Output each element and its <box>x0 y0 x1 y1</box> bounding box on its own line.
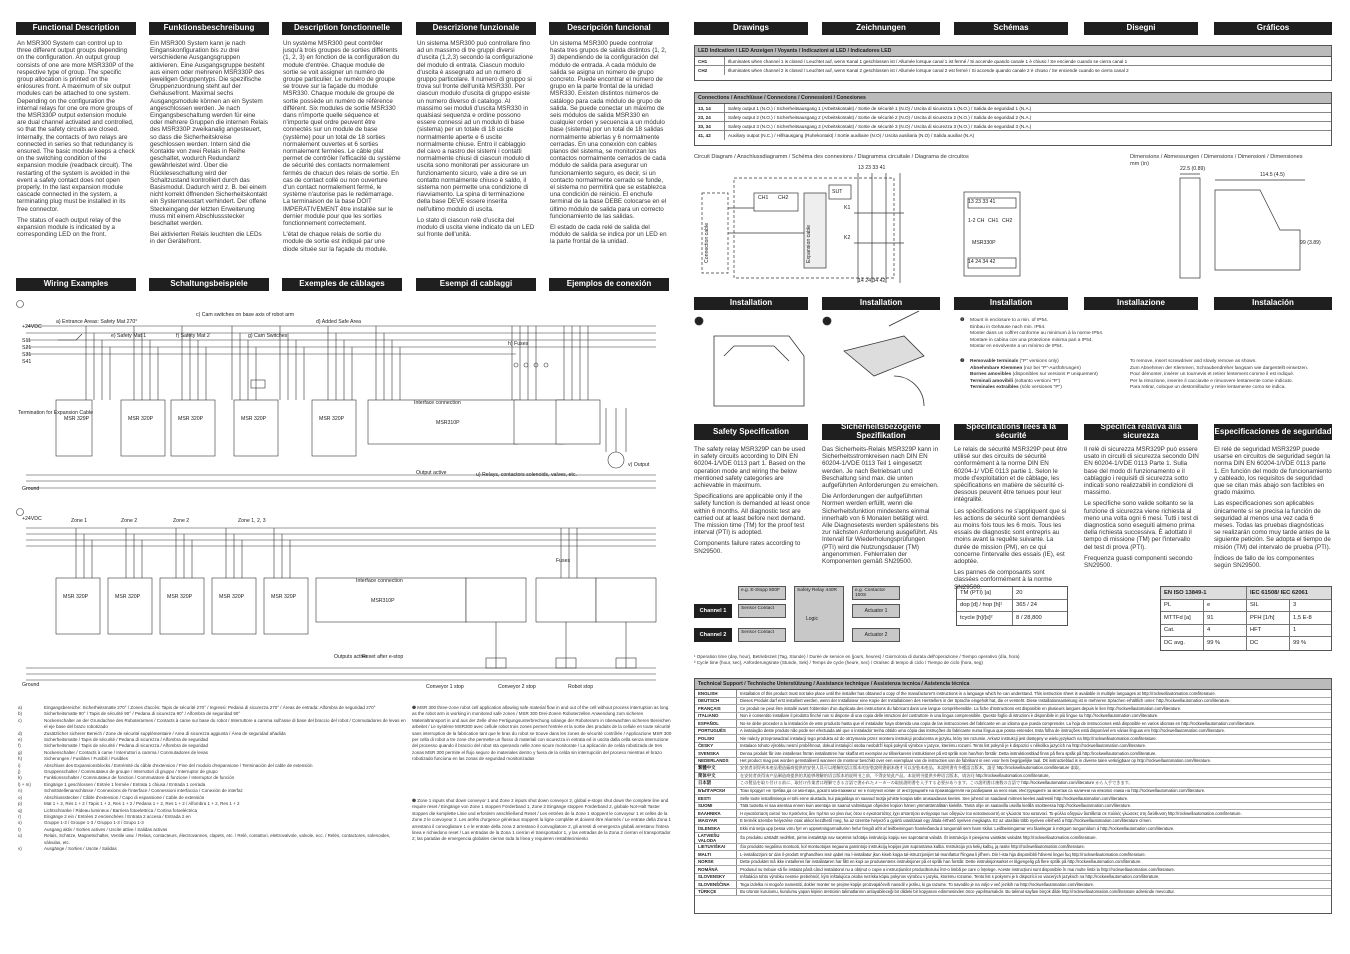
dimensions-drawing <box>960 166 1332 285</box>
language-label: 日本語 <box>695 780 737 787</box>
language-instruction: Instalace tohoto výrobku nesmí proběhnout, dokud instalující osoba neobdrží kopii pokynů výrobce v jazyce, kterému rozumí. Tento list pokynů je k dispozici v několika jazycích na http://rockwellautomation.com/literature. <box>740 743 1147 749</box>
language-instruction: Šo produktu uzstādīt nedrīkst, pirms instalētājs nav saņēmis ražotāja instrukciju kopiju sev saprotamā valodā. Šī instrukcija ir pieejama vairākās valodās http://rockwellautomation.com/literature. <box>740 835 1097 840</box>
legend-item: l) + m) Eingänge 1 geschlossen / Entrée 1 fermée / Entrata 1 chiusa / Entrada 1 cerrada <box>18 781 206 787</box>
d2-module-4: MSR 320P <box>219 594 245 600</box>
description-en-p2: The status of each output relay of the expansion module is indicated by a corresponding LED on the front. <box>17 216 121 239</box>
header-zeichnungen: Zeichnungen <box>822 22 940 35</box>
col-estop: e.g. E-Stopp 800F <box>738 586 786 600</box>
language-label: 繁體中文 <box>695 765 737 772</box>
d1-rail-s11: S11 <box>22 338 31 344</box>
legend-item: u) Relais, Schütze, Magnetschalter, Ventile usw. / Relais, contacteurs, électrovannes, clapets, etc. / Relè, contattori, elettrovalvole, valvole, ecc. / Relés, contactores, solenoides, válvulas, etc. <box>18 833 391 845</box>
header-installation-en: Installation <box>694 297 808 310</box>
description-it-p1: Un sistema MSR300 può controllare fino ad un massimo di tre gruppi diversi d'uscita (1,2,3) secondo la configurazione del modulo di entrata. Ciascun modulo d'uscita è assegnato ad un numero di gruppo particolare. Il numero di gruppo si trova sul fronte dell'unità MSR330. Per ciascun modulo d'uscita di gruppo esiste un numero diverso di catalogo. Al massimo sei moduli d'uscita MSR330 in qualsiasi sequenza e ordine possono essere connessi ad un modulo di base (sistema) per un totale di 18 uscite normalmente aperte e 6 uscite normalmente chiuse. Entro il cablaggio del cavo a nastro dei sistemi i contatti normalmente chiusi di ciascun modulo di uscita sono monitorati per assicurare un funzionamento sicuro, vale a dire se un contatto normalmente chiuso è saldo, il sistema non permette una condizione di riavviamento. La spina di terminazione della base DEVE essere inserita nell'ultimo modulo di uscita. <box>417 40 534 213</box>
footnotes: ¹ Operation time (day, hour), Betriebszeit (Tag, Stunde) / Durée de service en (jours, heures) / Giorno/ora di durata dell'operazione / Tiempo operativo (día, hora) ² Cycle time (hour, sec), Anforderungsrate (Stunde, Sek) / Temps de cycle (heure, sec) / Ora/sec di tempo di ciclo / Tiempo de ciclo (hora, seg) <box>694 654 1020 665</box>
language-instruction: Nie należy przeprowadzać instalacji tego produktu aż do otrzymania przez montera instrukcji producenta w języku, który ten rozumie. Arkusz instrukcji jest dostępny w wielu językach na http://rockwellautomation.com/literature. <box>740 735 1157 741</box>
language-instruction: 在安装者获得该产品制造商提供的其能够理解的语言版本的说明书之前，不得安装此产品。本说明书提供多种语言版本，请访问 http://rockwellautomation.com/literature。 <box>740 772 1053 778</box>
d1-module-2: MSR 320P <box>128 416 154 422</box>
d2-module-3: MSR 320P <box>167 594 193 600</box>
legend-item: b) Sicherheitsmatte 90° / Tapis de sécurité 90° / Pedana di sicurezza 90° / Alfombra de seguridad 90° <box>18 711 241 717</box>
language-label: SLOVENSKY <box>695 874 737 881</box>
table-row <box>695 713 1331 721</box>
language-label: EESTI <box>695 795 737 802</box>
note-1-marker: ❶ <box>412 705 418 710</box>
circuit-k1: K1 <box>844 205 851 211</box>
sensor-contact-1: Sensor Contact <box>738 604 786 618</box>
table-row: 33, 34 Safety output 3 (N.O.) / Sicherheitsausgang 3 (Arbeitskontakt) / Sortie de sécurité 3 (N.O) / Uscita di sicurezza 3 (N.O.) / Salida de seguridad 3 (N.A.) <box>695 122 1331 131</box>
logic-label: Logic <box>806 616 818 622</box>
step-2-marker: ❷ <box>960 358 965 364</box>
circuit-caption: Circuit Diagram / Anschlussdiagramm / Schéma des connexions / Diagramma circuitale / Diagrama de circuitos <box>694 154 969 160</box>
language-label: ESPAÑOL <box>695 720 737 727</box>
col-safety-relay: Safety Relay 440R <box>794 586 844 642</box>
d2-stop-1: Conveyor 1 stop <box>426 684 464 690</box>
d1-module-4: MSR 320P <box>241 416 267 422</box>
language-label: NORSK <box>695 859 737 866</box>
dimensions-lines <box>960 170 1332 285</box>
d2-outputs: Outputs active <box>334 654 368 660</box>
safety-text-fr: Le relais de sécurité MSR329P peut être utilisé sur des circuits de sécurité conformément à la norme DIN EN 60204-1/ VDE 0113 partie 1. Selon le mode d'exploitation et de câblage, les spécifications en matière de sécurité ci-dessous peuvent être tenues pour leur intégralité. Les spécifications ne s'appliquent que si les actions de sécurité sont demandées au moins fois tous les 6 mois. Tous les essais de diagnostic sont entrepris au moins avant la requête suivante. La durée de mission (PM), en ce qui concerne l'intervalle des essais (IE), est adoptée. Les pannes de composants sont classées conformément à la norme SN29500. <box>954 446 1068 591</box>
language-label: PORTUGUÊS <box>695 728 737 735</box>
wiring-diagram-2 <box>16 508 676 698</box>
language-instruction: No se debe proceder a la instalación de este producto hasta que el instalador haya obtenido una copia de las instrucciones del fabricante en un idioma que pueda comprender. La hoja de instrucciones está disponible en varios idiomas en http://rockwellautomation.com/literature. <box>740 720 1256 726</box>
header-schaltungsbeispiele: Schaltungsbeispiele <box>149 278 269 291</box>
table-row <box>695 690 1331 698</box>
table-row <box>695 765 1331 773</box>
circuit-diagram <box>694 163 924 288</box>
install-step-1: ❶ Mount in enclosure to a min. of IP54. Einbau in Gehäuse nach min. IP54. Monter dans un coffret conforme au minimum à la norme IP54. Montare in cabina con una protezione minima pari a IP54. Montar en envolvente a un mínimo de IP54. <box>960 318 1104 350</box>
circuit-ch1: CH1 <box>758 195 769 201</box>
install-step-2: ❷ Removable terminals ("P" versions only) To remove, insert screwdriver and slowly remove as shown. Abnehmbare Klemmen (nur bei "P"-Ausführungen) Zum Abnehmen der Klemmen, Schraubendreher langsam wie dargestellt einsetzen. Bornes amovibles (disponibles sur versions P uniquement) Pour démonter, insérer un tournevis et retirer lentement comme il est indiqué. Terminali amovibili (soltanto versioni "P") Per la rimozione, inserire il cacciavite e rimuovere lentamente come indicato. Terminales extraíbles (sólo versiones "P") Para retirar, coloque un destornillador y retire lentamente como se indica. <box>960 358 1309 391</box>
header-safety-spec-de: Sicherheitsbezogene Spezifikation <box>822 424 940 440</box>
header-funktionsbeschreibung: Funktionsbeschreibung <box>149 22 269 35</box>
table-row: CH1 Illuminates when channel 1 is closed / Leuchtet auf, wenn Kanal 1 geschlossen ist / Allumée lorsque canal 1 ist fermé / Si accende quando canale 1 è chiuso / Se enciende cuando se cierra canal 1 <box>695 57 1331 66</box>
description-fr-p1: Un système MSR300 peut contrôler jusqu'à trois groupes de sorties différents (1, 2, 3) en fonction de la configuration du module d'entrée. Chaque module de sortie se voit assigner un numéro de groupe particulier. Le numéro de groupe se trouve sur la façade du module MSR330. Chaque module de groupe de sortie possède un numéro de référence différent. Six modules de sortie MSR330 dans n'importe quelle séquence et n'importe quel ordre peuvent être connectés sur un module de base (système) pour un total de 18 sorties normalement ouvertes et 6 sorties normalement fermées. Le câble plat permet de contrôler l'efficacité du système de sécurité des contacts normalement fermés de chacun des relais de sortie. En cas de contact collé ou non ouverture d'un contact normalement fermé, le système n'autorise pas le redémarrage. La terminaison de la base DOIT IMPERATIVEMENT être installée sur le dernier module pour que les sorties fonctionnement correctement. <box>283 40 401 228</box>
dim-top-terminals: 13 23 33 41 <box>968 199 996 205</box>
wiring-diagram-2-lines <box>16 508 676 698</box>
d1-output: v) Output <box>628 462 650 468</box>
tech-support-title: Technical Support / Technische Unterstützung / Assistance technique / Assistenza tecnica / Asistencia técnica <box>695 679 1331 690</box>
language-instruction: Het product mag pas worden geïnstalleerd wanneer de monteur beschikt over een exemplaar van de instructies van de fabrikant in een voor hem begrijpelijke taal. Dit instructieblad is in diverse talen verkrijgbaar op http://rockwellautomation.com/literature. <box>740 758 1212 764</box>
table-row <box>695 844 1331 852</box>
language-instruction: Selle toote installimisega ei tohi enne alustada, kui paigaldaja on saanud tootja juhiste koopia talle arusaadavas keeles. See juhend on saadaval mitmes keeles aadressil http://rockwellautomation.com/literature. <box>740 795 1129 801</box>
d1-module-1: MSR 329P <box>64 416 90 422</box>
d1-mat-1: e) Safety Mat 1 <box>111 333 147 339</box>
d2-zone-1: Zone 1 <box>71 518 88 524</box>
language-instruction: Dieses Produkt darf erst installiert werden, wenn der Installateur eine Kopie der Installationen des Herstellers in der Sprache eingeholt hat, die er versteht. Diese Installationsanleitung ist in mehreren Sprachen erhältlich unter: http://rockwellautomation.com/literature. <box>740 698 1231 704</box>
language-label: ITALIANO <box>695 713 737 720</box>
led-table <box>694 45 1332 81</box>
table-row: dop [d] / hop [h]¹ 365 / 24 <box>957 600 1067 613</box>
d2-stop-3: Robot stop <box>568 684 594 690</box>
installation-figures-lines <box>694 316 944 416</box>
language-label: MAGYAR <box>695 818 737 825</box>
channel-1-label: Channel 1 <box>694 604 732 618</box>
dim-width: 22.5 (0.89) <box>1180 166 1206 172</box>
language-instruction: Installation of this product must not take place until the installer has obtained a copy of the manufacturer's instructions in a language which he can understand. This instruction sheet is available in multiple languages at http://rockwellautomation.com/literature. <box>740 690 1216 696</box>
table-row: PL e SIL 3 <box>1161 600 1331 613</box>
legend-item: i) Abschluss des Expansionsblocks / Extrémité du câble d'extension / Fine del modulo d'espansione / Terminación del cable de extensión <box>18 762 313 768</box>
table-row: TM (PTI) [a] 20 <box>957 587 1067 600</box>
table-row <box>695 810 1331 818</box>
d2-zone-2b: Zone 2 <box>173 518 190 524</box>
table-row <box>695 795 1331 803</box>
circuit-side-label-1: Connection cable <box>704 222 710 263</box>
description-en-p1: An MSR300 System can control up to three different output groups depending on the configuration. An output group consists of one are more MSR330P of the respective type of group. The specific group allocation is printed on the enlosures front. A maximum of six output modules can be attached to one system. Depending on the configuration the internal relays for one ore more groups of the MSR330P output extension module are dual channel activated and controlled, so that the safety circuits are closed. Internally, the contacts of two relays are connected in series so that redundancy is ensured. The basic module keeps a check on the switching condition of the expansion module (readback circuit). The restarting of the system is avoided in the event a safety contact does not open properly. In the last expansion module cascade connected in the system, a terminating plug must be installed in its free connector. <box>17 40 135 213</box>
language-instruction: Tätä tuotetta ei saa asentaa ennen kuin asentaja on saanut valmistajan ohjeiden kopion hänen ymmärtämällään kielellä. Tämä ohje on saatavilla useilla kielillä osoitteessa http://rockwellautomation.com/literature. <box>740 803 1132 809</box>
wiring-diagram-1-lines <box>16 300 676 500</box>
language-instruction: 安裝者須得到本產品製造廠商提供的安裝人員可以理解的語言版本的安裝說明書副本後才可以安裝本產品。本說明書有多種語言版本，請至 http://rockwellautomation.com/literature 索取。 <box>740 765 1084 771</box>
actuator-2: Actuator 2 <box>852 628 900 642</box>
table-row: tcycle [h]/[s]² 8 / 28,800 <box>957 612 1067 625</box>
wiring-diagram-1 <box>16 300 676 500</box>
language-instruction: Ce produit ne peut être installé avant l'obtention d'un duplicata des instructions du fabricant dans une langue compréhensible. La fiche d'instructions est disponible en plusieurs langues depuis le lien http://rockwellautomation.com/literature. <box>740 705 1182 711</box>
table-row <box>695 851 1331 859</box>
header-drawings: Drawings <box>694 22 808 35</box>
legend-item: f) Sicherheitsmatte / Tapis de sécurité / Pedana di sicurezza / Alfombra de seguridad <box>18 743 209 749</box>
d1-module-5: MSR 320P <box>319 416 345 422</box>
d1-supply-label: +24VDC <box>22 324 42 330</box>
table-row: MTTFd [a] 91 PFH [1/h] 1,5 E-8 <box>1161 612 1331 625</box>
safety-text-it: Il relè di sicurezza MSR329P può essere usato in circuiti di sicurezza secondo DIN EN 60204-1/VDE 0113 Parte 1. Sulla base del modo di funzionamento e il cablaggio i requisiti di sicurezza sotto indicati sono realizzabili in condizioni di massimo. Le specifiche sono valide soltanto se la funzione di sicurezza viene richiesta al meno una volta ogni 6 mesi. Tutti i test di diagnostica sono eseguiti almeno prima della richiesta successiva. È adottato il tempo di missione (TM) per l'intervallo del test di prova (PTI). Frequenza guasti componenti secondo SN29500. <box>1084 446 1199 570</box>
installation-figures <box>694 316 944 416</box>
header-descrizione-funzionale: Descrizione funzionale <box>416 22 536 35</box>
legend-list <box>18 705 408 883</box>
legend-item: d) Zusätzlicher sicherer Bereich / Zone de sécurité supplémentaire / Area di sicurezza aggiunta / Área de seguridad añadida <box>18 730 286 736</box>
legend-item: o) Abschlussstecker / Câble d'extension / Capo di espansione / Cable de extensión <box>18 794 205 800</box>
d2-module-6: MSR310P <box>371 598 395 604</box>
table-row <box>695 874 1331 882</box>
d1-rail-s41: S41 <box>22 359 32 365</box>
header-safety-spec-es: Especificaciones de seguridad <box>1214 424 1332 440</box>
language-label: SVENSKA <box>695 750 737 757</box>
table-row: CH2 Illuminates when channel 2 is closed / Leuchtet auf, wenn Kanal 2 geschlossen ist / Allumée lorsque canal 2 est fermé / Si accende quando canale 2 è chiuso / Se enciende cuando se cierra canal 2 <box>695 66 1331 75</box>
safety-text-de: Das Sicherheits-Relais MSR329P kann in Sicherheitsstromkreisen nach DIN EN 60204-1/VDE 0113 Teil 1 eingesetzt werden. Je nach Betriebsart und Beschaltung sind max. die unten aufgeführten Anforderungen zu erreichen. Die Anforderungen der aufgeführten Normen werden erfüllt, wenn die Sicherheitsfunktion mindestens einmal innerhalb von 6 Monaten betätigt wird. Alle Diagnosetests werden spätestens bis zur nächsten Anforderung ausgeführt. Als Intervall für Wiederholungsprüfungen (PTI) wird die Nutzungsdauer (TM) angenommen. Fehlerraten der Komponenten gemäß SN29500. <box>822 446 939 566</box>
dim-bottom-terminals: 14 24 34 42 <box>968 259 996 265</box>
description-it-p2: Lo stato di ciascun relè d'uscita del modulo di uscita viene indicato da un LED sul fronte dell'unità. <box>417 216 535 239</box>
table-row: 13, 14 Safety output 1 (N.O.) / Sicherheitsausgang 1 (Arbeitskontakt) / Sortie de sécurité 1 (N.O) / Uscita di sicurezza 1 (N.O.) / Salida de seguridad 1 (N.A.) <box>695 104 1331 113</box>
d1-relays: u) Relays, contactors solenoids, valves, etc. <box>476 472 577 478</box>
description-de-p1: Ein MSR300 System kann je nach Einganskonfiguration bis zu drei verschiedene Ausgangsgruppen aktivieren. Eine Ausgangsgruppe besteht aus einem oder mehreren MSR330P des jeweiligen Gruppentyps. Die spezifische Gruppenzuordnung steht auf der Gehäusefront. Maximal sechs Ausgangsmodule können an ein System angeschlossen werden. Je nach Eingangsbeschaltung werden für eine oder mehrere Gruppen die internen Relais des MSR330P zweikanalig angesteuert, so dass die Sicherheitskreise geschlossen werden. Intern sind die Kontakte von zwei Relais in Reihe geschaltet, wodurch Redundanz gewährleistet wird. Über die Rückleseschaltung wird der Schaltzustand kontrolliert durch das Basismodul. Dadurch wird z. B. bei einem nicht korrekt öffnenden Sicherheitskontakt ein Systemneustart verhindert. Der offene Steckeingang der letzten Erweiterung muss mit einem Abschlussstecker beschaltet werden. <box>150 40 268 228</box>
header-description-fonctionnelle: Description fonctionnelle <box>282 22 402 35</box>
language-instruction: Η εγκατάσταση αυτού του προϊόντος δεν πρέπει να γίνει έως ότου ο εγκαταστάτης έχει αποκτήσει αντίγραφο των οδηγιών του κατασκευαστή σε γλώσσα που κατανοεί. Το φύλλο οδηγιών διατίθεται σε πολλές γλώσσες στη διεύθυνση http://rockwellautomation.com/literature. <box>740 810 1242 816</box>
description-it <box>417 40 535 272</box>
table-row <box>695 881 1331 889</box>
language-label: 简体中文 <box>695 773 737 780</box>
table-row <box>695 720 1331 728</box>
header-safety-spec-en: Safety Specification <box>694 424 808 440</box>
d1-rail-s21: S21 <box>22 345 32 351</box>
dim-ch2: CH2 <box>1002 218 1013 224</box>
d2-module-2: MSR 320P <box>115 594 141 600</box>
language-instruction: この製品を取り付ける前に、取付け作業者は理解できる言語で書かれたメーカーの取扱説明書を入手する必要があります。この説明書は複数の言語で http://rockwellautomation.com/literature から入手できます。 <box>740 780 1133 786</box>
table-row: 41, 42 Auxiliary output (N.C.) / Hilfsausgang (Ruhekontakt) / Sortie auxiliaire (N.O) / Uscita ausiliaria (N.O) / Salida auxiliar (N.A) <box>695 131 1331 140</box>
language-label: LATVIEŠU VALODA <box>695 833 737 843</box>
iso-table <box>1160 586 1332 651</box>
d1-area-cam-switches: c) Cam switches on base axis of robot arm <box>196 312 295 318</box>
table-row <box>695 818 1331 826</box>
actuator-1: Actuator 1 <box>852 604 900 618</box>
d1-rail-s31: S31 <box>22 352 32 358</box>
table-row: Cat. 4 HFT 1 <box>1161 625 1331 638</box>
language-label: POLSKI <box>695 735 737 742</box>
header-installation-de: Installation <box>822 297 940 310</box>
table-row <box>695 773 1331 781</box>
description-es-p2: El estado de cada relé de salida del módulo de salida se indica por un LED en la parte frontal de la unidad. <box>550 224 667 246</box>
header-disegni: Disegni <box>1084 22 1198 35</box>
d2-fuses: Fuses <box>556 558 571 564</box>
d1-ground: Ground <box>22 486 40 492</box>
legend-item: t) Ausgang aktiv / Sorties actives / Uscite attive / Salidas activas <box>18 826 168 832</box>
legend-item: n) Schnittstellenanschlüsse / Connexions de l'interface / Connessioni interfaccia / Conexión de interfaz <box>18 788 243 794</box>
header-esempi-di-cablaggi: Esempi di cablaggi <box>416 278 536 291</box>
d1-iface: Interface connection <box>414 400 461 406</box>
language-label: SUOMI <box>695 803 737 810</box>
language-label: ENGLISH <box>695 690 737 697</box>
dimensions-caption: Dimensions / Abmessungen / Dimensions / Dimensioni / Dimensiones <box>1130 154 1303 160</box>
safety-text-es: El relé de seguridad MSR329P puede usarse en circuitos de seguridad según la norma DIN EN 60204-1/VDE 0113 parte 1. En función del modo de funcionamiento y cableado, los requisitos de seguridad que se citan más abajo son factibles en grado máximo. Las especificaciones son aplicables únicamente si se precisa la función de seguridad al menos una vez cada 6 meses. Todas las pruebas diagnósticas se realizarán como muy tarde antes de la siguiente petición. Se adopta el tiempo de misión (TM) del intervalo de prueba (PTI). Índices de fallo de los componentes según SN29500. <box>1214 446 1332 570</box>
d2-supply-label: +24VDC <box>22 516 42 522</box>
header-functional-description: Functional Description <box>16 22 136 35</box>
dim-height: 99 (3.89) <box>1300 240 1321 246</box>
legend-item: g) Nockenschalter / Contacts à came / Interruttori a camma / Conmutadores de levas <box>18 749 208 755</box>
table-row <box>695 698 1331 706</box>
dimensions-unit: mm (in) <box>1130 161 1149 167</box>
circuit-sut: SUT <box>832 189 843 195</box>
language-instruction: Tega izdelka ni mogoče namestiti, dokler monter ne prejme kopije proizvajalčevih navodil v jeziku, ki ga razume. To navodilo je na voljo v več jezikih na http://rockwellautomation.com/literature. <box>740 881 1095 887</box>
legend-item: k) Funktionsschalter / Commutateur de fonction / Commutatore di funzione / Interruptor de función <box>18 775 235 781</box>
legend-item: q) Lichtschranke / Rideau lumineux / Barriera fotoelettrica / Cortina fotoeléctrica <box>18 807 198 813</box>
description-es-p1: Un sistema MSR300 puede controlar hasta tres grupos de salida distintos (1, 2, 3) dependiendo de la configuración del módulo de entrada. A cada módulo de salida se asigna un número de grupo concreto. Puede encontrar el número de grupo en la parte frontal de la unidad MSR330. Existen distintos números de catálogo para cada módulo de grupo de salida. Se puede conectar un máximo de seis módulos de salida MSR330 en cualquier orden y secuencia a un módulo base (sistema) por un total de 18 salidas normalmente abiertas y 6 normalmente cerradas. En una conexión con cables planos del sistema, se monitorizan los contactos normalmente cerrados de cada módulo de salida para asegurar un funcionamiento seguro, es decir, si un contacto normalmente cerrado se funde, el sistema no permitirá que se establezca una condición de reinicio. El enchufe terminal de la base DEBE colocarse en el último módulo de salida para un correcto funcionamiento de las salidas. <box>550 40 667 220</box>
circuit-top-terminals: 13 23 33 41 <box>858 165 886 171</box>
safety-text-en: The safety relay MSR329P can be used in safety circuits according to DIN EN 60204-1/VDE 0113 part 1. Based on the operation mode and wiring the below mentioned safety categories are achievable in maximum. Specifications are applicable only if the safety function is demanded at least once within 6 months. All diagnostic test are carried out at least before next demand. The mission time (TM) for the proof test interval (PTI) is adopted. Components failure rates according to SN29500. <box>694 446 810 555</box>
header-graficos: Gráficos <box>1214 22 1332 35</box>
d1-module-6: MSR310P <box>436 420 460 426</box>
d1-area-entrance: a) Entrance Areas: Safety Mat 270° <box>56 319 138 325</box>
d1-outputs: Output active <box>416 470 447 476</box>
conn-table-title: Connections / Anschlüsse / Connexions / Connessioni / Conexiones <box>695 93 1331 104</box>
installation-notes <box>960 318 1332 418</box>
description-es <box>550 40 668 272</box>
table-row <box>695 866 1331 874</box>
language-instruction: Denna produkt får inte installeras förrän installatören har skaffat ett exemplar av tillverkarens instruktioner på ett språk som han/hon förstår. Detta instruktionsblad finns på flera språk på http://rockwellautomation.com/literature. <box>740 750 1157 756</box>
language-instruction: Inštalácia tohto výrobku nesmie prebehnúť, kým inštalujúca osoba nezíska kópiu pokynov výrobcu v jazyku, ktorému rozumie. Tento list s pokynmi je k dispozícii vo viacerých jazykoch na http://rockwellautomation.com/literature. <box>740 874 1160 880</box>
d1-module-3: MSR 320P <box>178 416 204 422</box>
example-note-1: ❶ MSR 300 three-zone robot cell application allowing safe material flow in and out of the cell without process interruption as long as the robot arm is working in monitored safe zones / MSR 300 Drei-Zonen Roboterzellen Anwendung zum sicheren Materialtransport in und aus der Zelle ohne Fertigungsunterbrechung solange der Roboterarm in überwachten sicheren Bereichen arbeitet / Le système MSR300 avec cellule robot trois zones permet l'entrée et la sortie des produits de la cellule en toute sécurité sans interruption de la fabrication tant que le bras du robot se trouve dans les zones de sécurité contrôlée / Applicazione MSR 300 per cella di robot a tre zone che permette un flusso di materiali con sicurezza in entrata ed in uscita dalla cella senza interruzione del processo quando il braccio del robot sta operando nelle zone sicure monitorate / La aplicación de celda robotizada de tres zonas MSR 300 permite el flujo seguro de materiales dentro y fuera de la celda sin interrupción del proceso mientras el brazo robotizado funciona en las zonas de seguridad monitorizadas <box>412 705 672 762</box>
language-instruction: Този продукт не трябва да се монтира, докато монтажникът не е получил копие от инструкциите на производителя на разбираем за него език. Инструкциите за монтаж са налични на няколко езика на http://rockwellautomation.com/literature. <box>740 788 1206 794</box>
language-label: MALTI <box>695 851 737 858</box>
header-installation-fr: Installation <box>954 297 1068 310</box>
table-row <box>695 788 1331 796</box>
circuit-ch2: CH2 <box>778 195 789 201</box>
d1-mat-2: f) Safety Mat 2 <box>176 333 210 339</box>
language-instruction: Šio produkto negalima montuoti, kol montuotojas negauna gamintojo instrukcijų kopijos jam suprantama kalba. Instrukcija yra kelių kalbų, ją rasite http://rockwellautomation.com/literature. <box>740 844 1085 850</box>
language-label: ÍSLENSKA <box>695 825 737 832</box>
header-instalacion: Instalación <box>1214 297 1332 310</box>
header-descripcion-funcional: Descripción funcional <box>549 22 669 35</box>
dim-ch1: CH1 <box>988 218 999 224</box>
d2-zone-2a: Zone 2 <box>121 518 138 524</box>
d2-iface: Interface connection <box>356 578 403 584</box>
header-safety-spec-it: Specifica relativa alla sicurezza <box>1084 424 1198 440</box>
header-installazione: Installazione <box>1084 297 1198 310</box>
language-instruction: Ekki má setja upp þessa vöru fyrr en uppsetningarmaðurinn hefur fengið afrit af leiðbeiningum framleiðanda á tungumáli sem hann skilur. Leiðbeiningarnar eru fáanlegar á mörgum tungumálum á http://rockwellautomation.com/literature. <box>740 825 1175 831</box>
legend-item: c) Nockenschalter an der Grundachse des Roboterarmes / Contacts à came sur base du robot / Interruttore a camma sull'asse di base del braccio del robot / Conmutadores de levas en el eje base del brazo robotizado <box>18 717 406 730</box>
legend-item: e) Sicherheitsmatte / Tapis de sécurité / Pedana di sicurezza / Alfombra de seguridad <box>18 737 209 743</box>
sensor-contact-2: Sensor Contact <box>738 628 786 642</box>
language-label: БЪЛГАРСКИ <box>695 788 737 795</box>
channel-2-label: Channel 2 <box>694 628 732 642</box>
table-row: DC avg. 99 % DC 99 % <box>1161 637 1331 650</box>
language-label: LIETUVIŠKAI <box>695 844 737 851</box>
d1-termination: Termination for Expansion Cable <box>18 410 93 416</box>
header-ejemplos-de-conexion: Ejemplos de conexión <box>549 278 669 291</box>
legend-item: s) Gruppe 1-3 / Groupe 1-3 / Gruppo 1-3 / Grupo 1-3 <box>18 820 144 826</box>
legend-item: r) Eingänge 2 ein / Entrées 2 enclenchées / Entrata 2 accesa / Entrada 2 en <box>18 813 191 819</box>
connections-table <box>694 92 1332 146</box>
step-1-marker: ❶ <box>960 318 965 323</box>
header-schemas: Schémas <box>954 22 1068 35</box>
table-row <box>695 889 1331 897</box>
col-contactor: e.g. Contactor 100S <box>852 586 900 600</box>
language-label: ΕΛΛΗΝΙΚΆ <box>695 810 737 817</box>
language-label: FRANÇAIS <box>695 705 737 712</box>
language-instruction: Dette produktet må ikke installeres før installatøren har fått en kopi av produsentens instruksjoner på et språk han forstår. Dette instruksjonsarket er tilgjengelig på flere språk på http://rockwellautomation.com/literature. <box>740 859 1142 865</box>
table-row <box>695 833 1331 844</box>
table-row <box>695 735 1331 743</box>
description-de-p2: Bei aktivierten Relais leuchten die LEDs in der Gerätefront. <box>150 231 262 246</box>
d1-area-added-safe: d) Added Safe Area <box>316 319 361 325</box>
d2-stop-2: Conveyor 2 stop <box>498 684 536 690</box>
language-instruction: Produsul nu trebuie să fie instalat până când instalatorul nu a obținut o copie a instrucțiunilor producătorului într-o limbă pe care o înțelege. Aceste instrucțiuni sunt disponibile în mai multe limbi la http://rockwellautomation.com/literature. <box>740 866 1176 872</box>
table-row <box>695 705 1331 713</box>
language-instruction: L-installazzjoni ta' dan il-prodott m'għandhiex issir qabel ma l-installatur jkun kiseb kopja tal-istruzzjonijiet tal-manifattur f'lingwa li jifhem. Din l-ista hija disponibbli f'diversi lingwi fuq http://rockwellautomation.com/literature. <box>740 851 1146 857</box>
language-label: TÜRKÇE <box>695 889 737 896</box>
dim-model: MSR330P <box>972 240 996 246</box>
d2-reset: Reset after e-stop <box>362 654 404 660</box>
legend-item: v) Ausgänge / Sorties / Uscite / Salidas <box>18 845 117 851</box>
d1-cam-switches: g) Cam Switches <box>248 333 288 339</box>
legend-item: a) Eingangsbereiche: Sicherheitsmatte 270° / Zones d'accès: Tapis de sécurité 270° / Ingressi: Pedana di sicurezza 270° / Áreas de entrada: Alfombra de seguridad 270° <box>18 705 376 710</box>
legend-item: h) Sicherungen / Fusibles / Fusibili / Fusibles <box>18 756 129 762</box>
description-de <box>150 40 268 272</box>
circuit-side-label-2: Expansion cable <box>806 224 812 263</box>
table-row <box>695 728 1331 736</box>
table-row: 23, 24 Safety output 2 (N.O.) / Sicherheitsausgang 2 (Arbeitskontakt) / Sortie de sécurité 2 (N.O) / Uscita di sicurezza 2 (N.O.) / Salida de seguridad 2 (N.A.) <box>695 113 1331 122</box>
table-row <box>695 780 1331 788</box>
note-2-marker: ❷ <box>412 798 418 803</box>
example-note-2: ❷ Zone 1 inputs shut down conveyor 1 and Zone 2 inputs shut down conveyor 2, global e-stops shut down the complete line and require reset / Eingänge von Zone 1 stoppen Förderband 1, Zone 2 Eingänge stoppen Förderband 2, globale Not-Halt Taster stoppen die komplette Linie und erfordern anschließend Reset / Les entrées de la Zone 1 stoppent le convoyeur 1 et celles de la Zone 2 le convoyeur 2. Les arrêts d'urgence généraux stoppent la ligne complète et doivent être réarmés / Le entrate della Zona 1 arrestano il convogliatore 1 e le entrate della zona 2 arrestano il convogliatore 2, gli arresti di emergenza globali arrestano l'intera linea e richiedono reset / Las entradas de la Zona 1 cierran el transportador 1, y las entradas de la Zona 2 cierran el transportador 2; las paradas de emergencia globales cierran toda la línea y requieren restablecimiento <box>412 798 672 842</box>
d2-module-5: MSR 320P <box>271 594 297 600</box>
language-label: SLOVENŠČINA <box>695 881 737 888</box>
description-fr <box>283 40 401 272</box>
tm-table <box>956 586 1068 626</box>
header-exemples-de-cablages: Exemples de câblages <box>282 278 402 291</box>
led-table-title: LED Indication / LED Anzeigen / Voyants / Indicazioni ai LED / Indicadores LED <box>695 46 1331 57</box>
table-row <box>695 803 1331 811</box>
table-row <box>695 758 1331 766</box>
language-label: NEDERLANDS <box>695 758 737 765</box>
legend-item: j) Gruppenschalter / Commutateur de groupe / Interruttori di gruppo / Interruptor de grupo <box>18 769 218 775</box>
description-fr-p2: L'état de chaque relais de sortie du module de sortie est indiqué par une diode située sur la façade du module. <box>283 231 388 253</box>
iso-table-head: EN ISO 13849-1 IEC 61508/ IEC 62061 <box>1161 587 1331 600</box>
dim-depth: 114.5 (4.5) <box>1260 172 1285 178</box>
d2-ground: Ground <box>22 682 40 688</box>
table-row <box>695 859 1331 867</box>
d2-module-1: MSR 320P <box>63 594 89 600</box>
language-label: DEUTSCH <box>695 698 737 705</box>
circuit-bottom-terminals: 14 24 34 42 <box>858 278 886 284</box>
legend-item: p) Mat 1 + 2, Res 1 + 2 / Tapis 1 + 2, Res 1 + 2 / Pedana 1 + 2, Res 1 + 2 / Alfombra 1 + 2, Res 1 + 2 <box>18 801 240 807</box>
header-safety-spec-fr: Spécifications liées à la sécurité <box>954 424 1068 440</box>
channel-diagram <box>694 586 924 650</box>
header-wiring-examples: Wiring Examples <box>16 278 136 291</box>
d1-fuses: h) Fuses <box>508 341 529 347</box>
circuit-k2: K2 <box>844 235 851 241</box>
language-instruction: E termék üzembe helyezése csak akkor kezdhető meg, ha az üzembe helyező a gyártó utasításait egy általa érthető nyelven megkapta. Ez az utasítás több nyelven elérhető a http://rockwellautomation.com/literature címen. <box>740 818 1152 824</box>
d2-zone-all: Zone 1, 2, 3 <box>238 518 266 524</box>
language-label: ROMÂNĂ <box>695 866 737 873</box>
table-row <box>695 750 1331 758</box>
description-en <box>17 40 135 272</box>
language-instruction: Bu ürünün kurulumu, kurulumu yapan kişinin üreticinin talimatlarının anlayabileceği bir dildeki bir kopyasını edinmesinden önce yapılmamalıdır. Bu talimat sayfası birçok dilde http://rockwellautomation.com/literature adresinde mevcuttur. <box>740 889 1175 895</box>
tech-support-table <box>694 678 1332 914</box>
table-row <box>695 825 1331 833</box>
dim-ch-label: 1-2 CH <box>968 218 985 224</box>
tech-support-rows <box>695 690 1331 896</box>
language-instruction: Non è consentito installare il prodotto finché non si dispone di una copia delle istruzioni del costruttore in una lingua comprensibile. Questo foglio di istruzioni è disponibile in più lingue su http://rockwellautomation.com/literature. <box>740 713 1159 719</box>
language-instruction: A instalação deste produto não pode ser efectuada até que o instalador tenha obtido uma cópia das instruções do fabricante numa língua que possa entender. Esta folha de instruções está disponível em várias línguas em http://rockwellautomation.com/literature. <box>740 728 1226 734</box>
language-label: ČESKY <box>695 743 737 750</box>
table-row <box>695 743 1331 751</box>
